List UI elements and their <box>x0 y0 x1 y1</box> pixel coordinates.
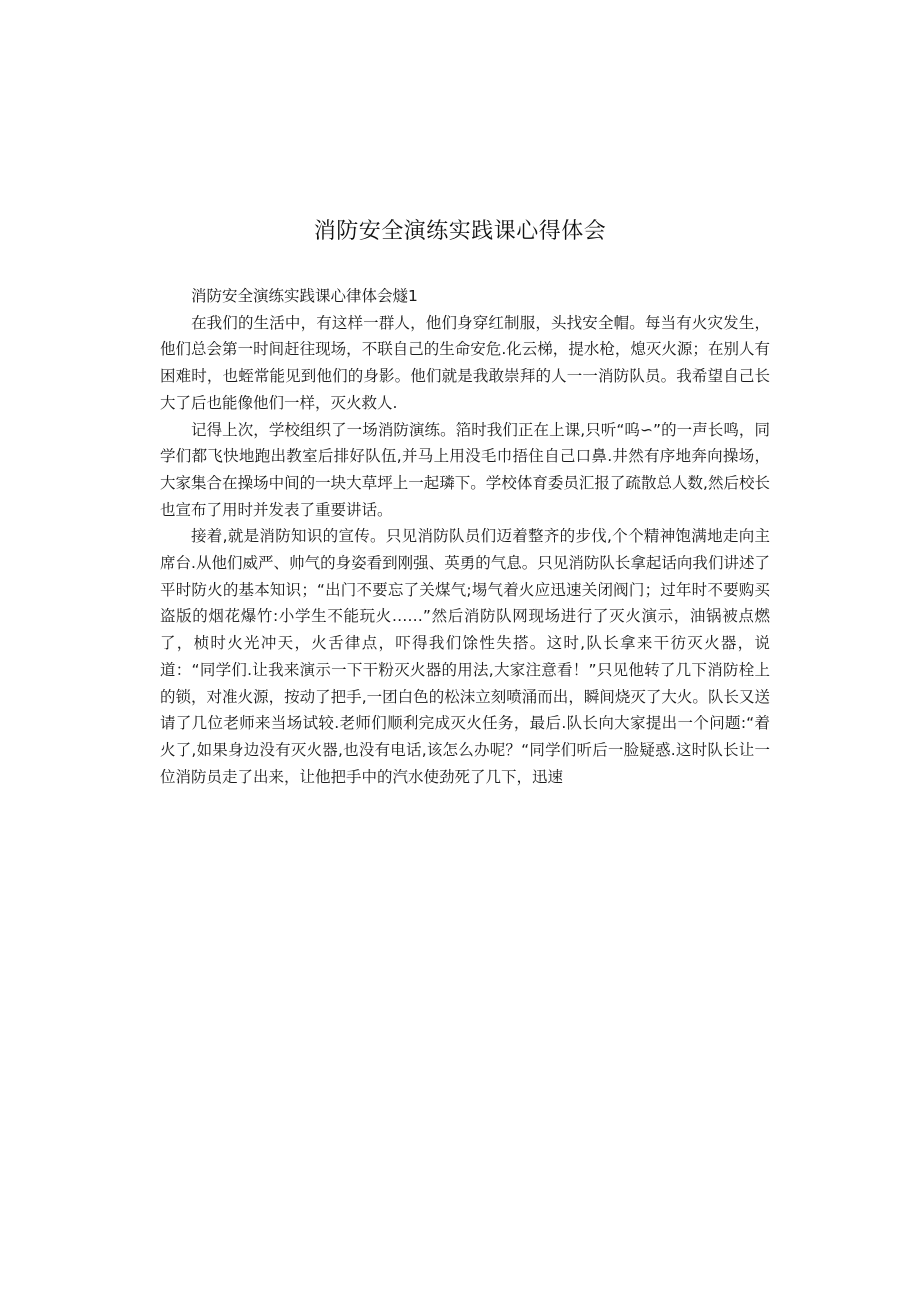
section-heading: 消防安全演练实践课心律体会燧1 <box>191 287 418 305</box>
document-body <box>160 283 770 790</box>
paragraph-3: 接着,就是消防知识的宣传。只见消防队员们迈着整齐的步伐,个个精神饱满地走向主席台.从他们威严、帅气的身姿看到刚强、英勇的气息。只见消防队长拿起话向我们讲述了平时防火的基本知识；“出门不要忘了关煤气;埸气着火应迅速关闭阀门；过年时不要购买盗版的烟花爆竹:小学生不能玩火……”然后消防队网现场进行了灭火演示，油锅被点燃了，桢时火光冲天，火舌律点，吓得我们馀性失搭。这时,队长拿来干彷灭火器，说道：“同学们.让我来演示一下干粉灭火器的用法,大家注意看！”只见他转了几下消防栓上的锁，对准火源，按动了把手,一团白色的松沫立刻喷涌而出，瞬间烧灭了大火。队长又送请了几位老师来当场试较.老师们顺利完成灭火任务，最后.队长向大家提出一个问题:“着火了,如果身边没有灭火器,也没有电话,该怎么办呢？“同学们听后一脸疑惑.这时队长让一位消防员走了出来，让他把手中的汽水使劲死了几下，迅速 <box>160 527 770 786</box>
paragraph-1: 在我们的生活中，有这样一群人，他们身穿红制服，头找安全帽。每当有火灾发生，他们总会第一时间赶往现场，不联自己的生命安危.化云梯，提水枪，熄灭火源；在别人有困难时，也蛭常能见到他们的身影。他们就是我敢崇拜的人一一消防队员。我希望自己长大了后也能像他们一样，灭火救人. <box>160 313 770 412</box>
document-title: 消防安全演练实践课心得体会 <box>313 219 607 244</box>
paragraph-2: 记得上次，学校组织了一场消防演练。箔时我们正在上课,只听“呜∽”的一声长鸣，同学们都飞快地跑出教室后排好队伍,并马上用没毛巾捂住自己口鼻.井然有序地奔向操场，大家集合在操场中间的一块大草坪上一起璘下。学校体育委员汇报了疏散总人数,然后校长也宣布了用时并发表了重要讲话。 <box>160 420 770 519</box>
